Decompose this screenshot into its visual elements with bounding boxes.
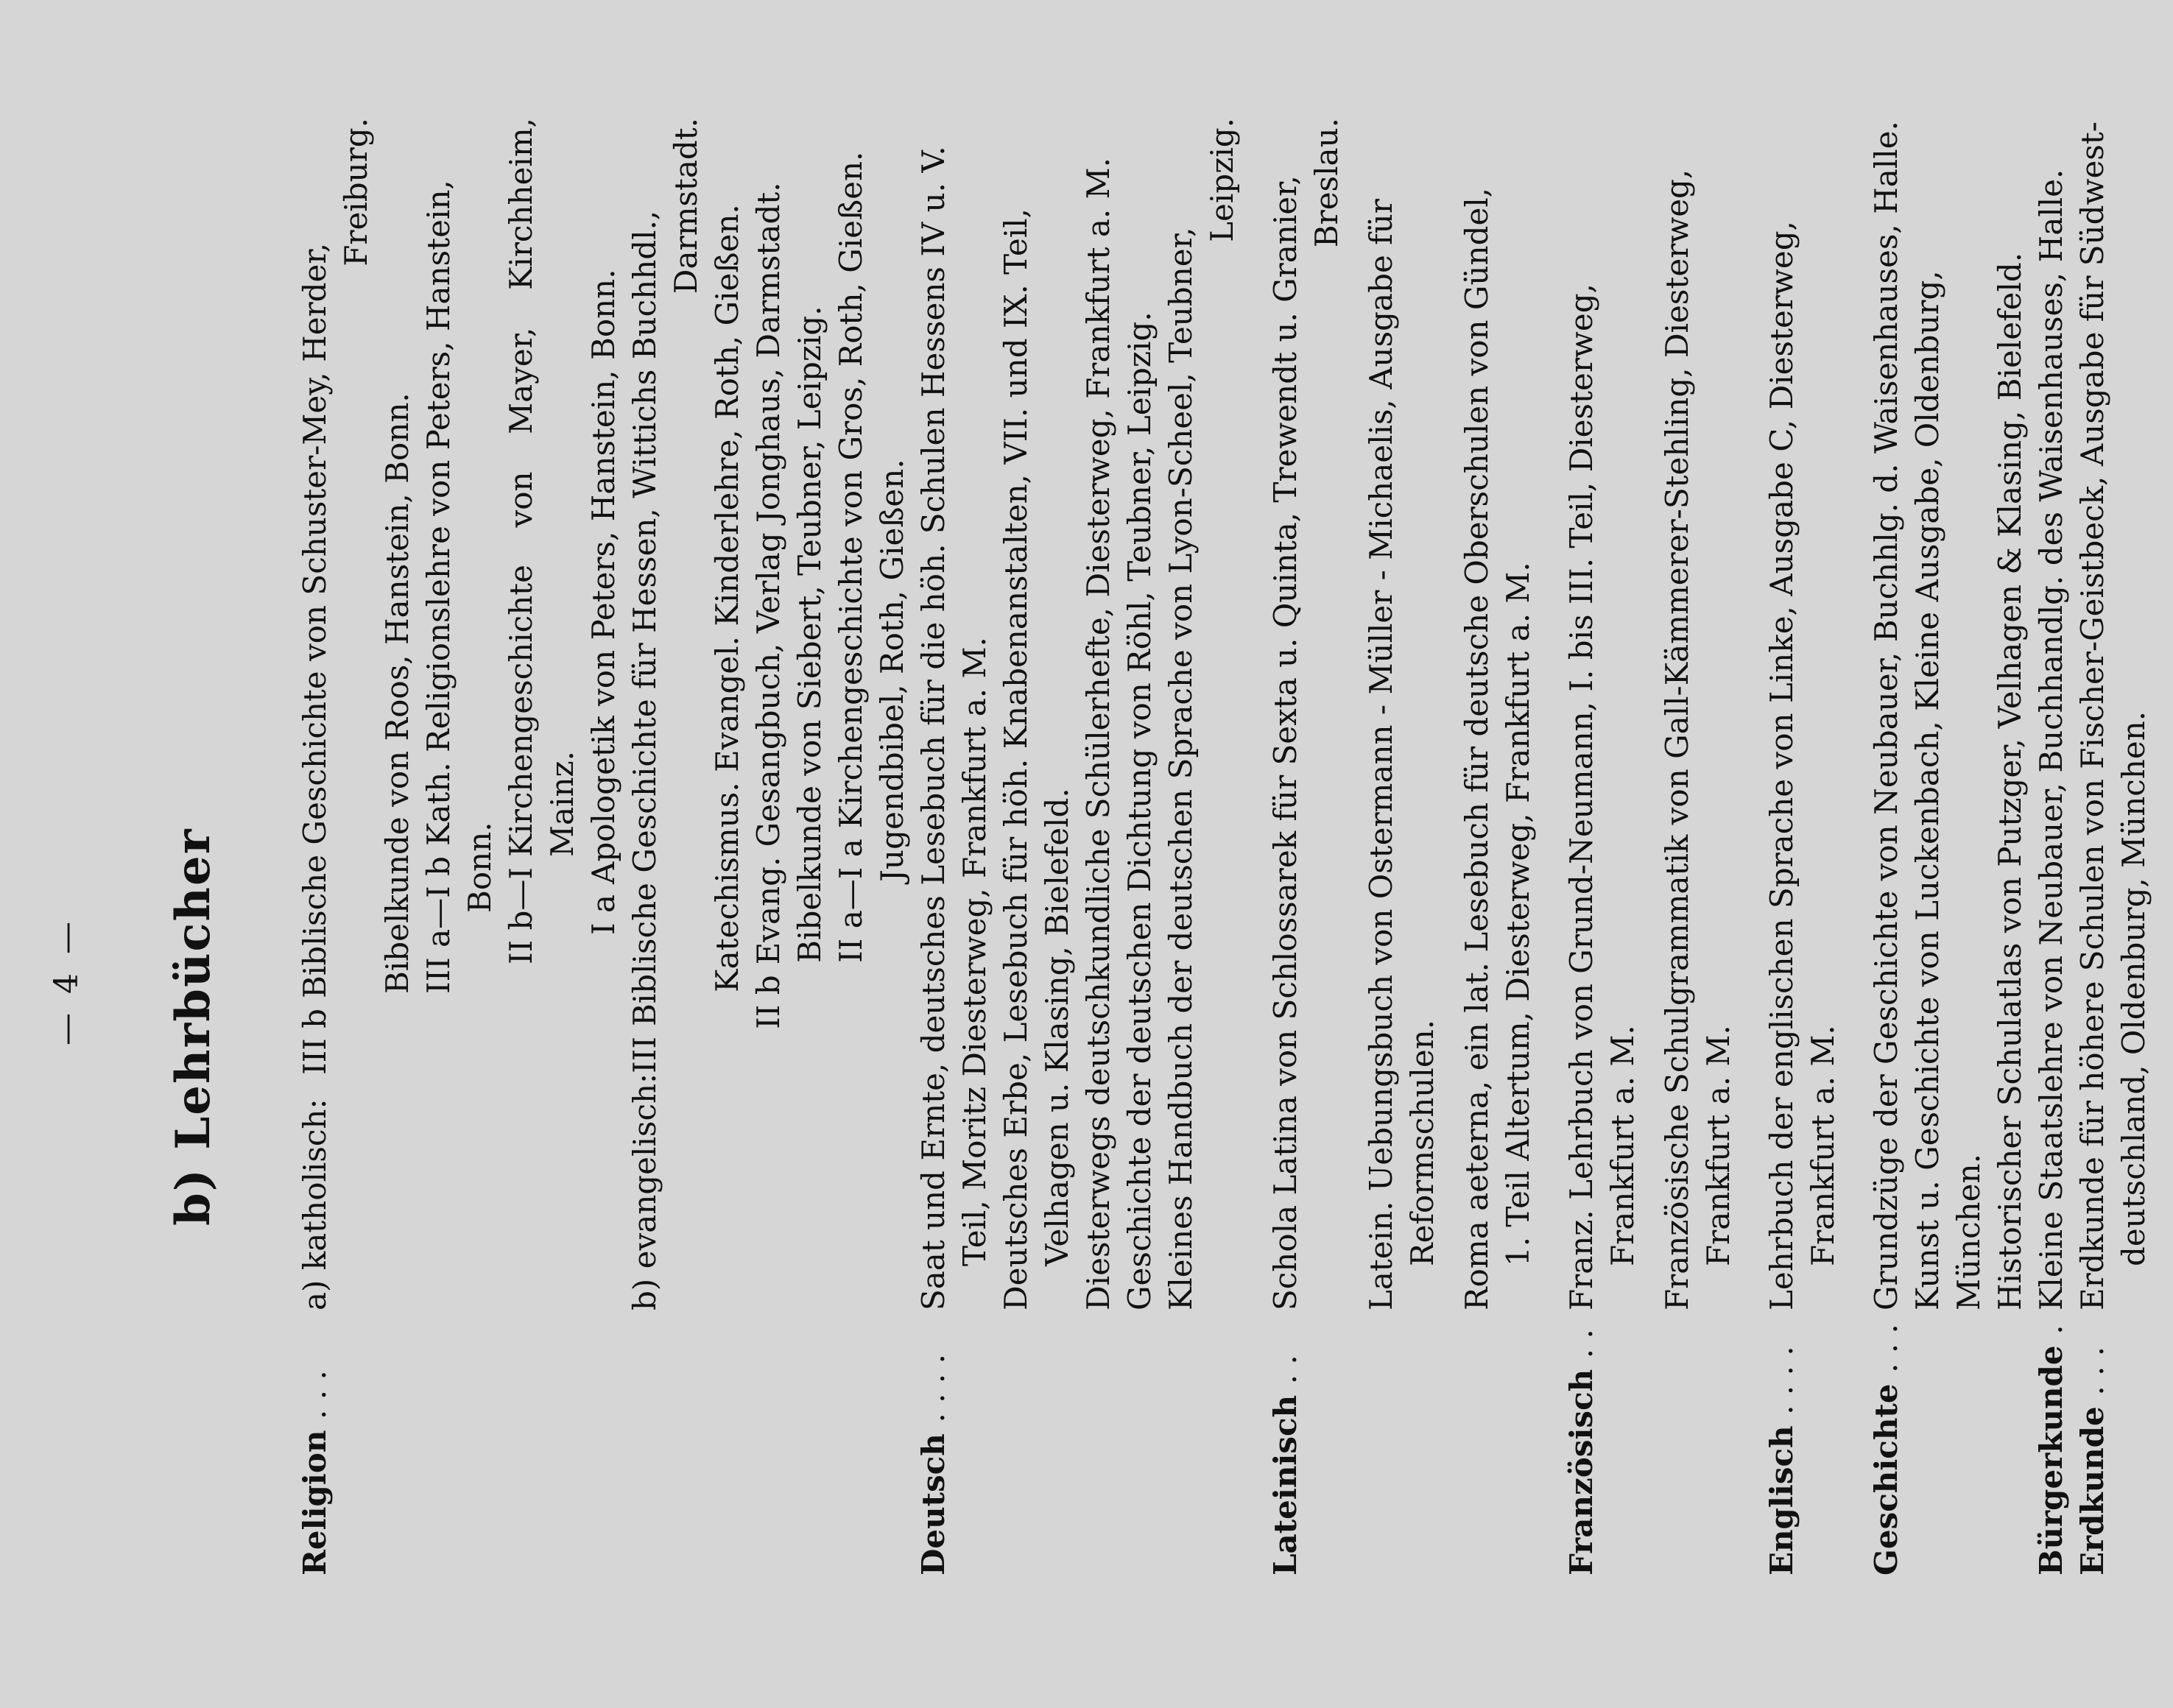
list-item: Kleines Handbuch der deutschen Sprache von Lyon-Scheel, Teubner, (1163, 227, 1199, 1310)
section-title: b) Lehrbücher (166, 827, 221, 1226)
list-item: II b Evang. Gesangbuch, Verlag Jonghaus, Darmstadt. (750, 182, 786, 1029)
list-item: III b Biblische Geschichte von Schuster-Mey, Herder, (297, 242, 333, 1075)
list-item: Kleine Staatslehre von Neubauer, Buchhandlg. des Waisenhauses, Halle. (2033, 169, 2069, 1310)
list-item: Geschichte der deutschen Dichtung von Röhl, Teubner, Leipzig. (1121, 311, 1158, 1310)
textbook-list (295, 118, 2155, 1575)
list-item: III Biblische Geschichte für Hessen, Wittichs Buchhdl., (627, 210, 663, 1073)
list-item: Saat und Ernte, deutsches Lesebuch für die höh. Schulen Hessens IV u. V. (915, 146, 951, 1310)
religion-katholisch: a) katholisch: III b Biblische Geschichte von Schuster-Mey, Herder, Freiburg. Bibelkunde von Roos, Hanstein, Bonn. III a—I b Kath. Religionslehre von Peters, Hanstein, Bonn. II b—I Kirchengeschichte von Mayer, Kirchheim, Mainz. I a Apologetik von Peters, Hanstein, Bonn. (295, 118, 624, 1310)
subject-lateinisch: Lateinisch . . Schola Latina von Schlossarek für Sexta u. Quinta, Trewendt u. Granier, Breslau. Latein. Uebungsbuch von Ostermann - Müller - Michaelis, Ausgabe für Reformschulen. Roma aeterna, ein lat. Lesebuch für deutsche Oberschulen von Gündel, 1. Teil Altertum, Diesterweg, Frankfurt a. M. (1265, 118, 1539, 1575)
list-item: II a—I a Kirchengeschichte von Gros, Roth, Gießen. (833, 151, 869, 963)
subject-label: Deutsch (915, 1433, 951, 1575)
list-item: Lehrbuch der englischen Sprache von Linke, Ausgabe C, Diesterweg, (1764, 221, 1800, 1310)
list-item: I a Apologetik von Peters, Hanstein, Bonn. (585, 269, 621, 935)
page-number: — 4 — (48, 917, 85, 1045)
subject-englisch: Englisch . . . . Lehrbuch der englischen Sprache von Linke, Ausgabe C, Diesterweg, Frankfurt a. M. (1761, 118, 1844, 1575)
subject-label: Geschichte (1868, 1383, 1904, 1575)
list-item: Franz. Lehrbuch von Grund-Neumann, I. bis III. Teil, Diesterweg, (1563, 283, 1599, 1310)
religion-evangelisch: b) evangelisch: III Biblische Geschichte für Hessen, Wittichs Buchhdl., Darmstadt. Katechismus. Evangel. Kinderlehre, Roth, Gießen. II b Evang. Gesangbuch, Verlag Jonghaus, Darmstadt. Bibelkunde von Siebert, Teubner, Leipzig. II a—I a Kirchengeschichte von Gros, Roth, Gießen. Jugendbibel, Roth, Gießen. (624, 118, 913, 1310)
list-item: Bibelkunde von Roos, Hanstein, Bonn. (379, 392, 415, 994)
subject-buergerkunde: Bürgerkunde . Kleine Staatslehre von Neubauer, Buchhandlg. des Waisenhauses, Halle. (2031, 118, 2072, 1575)
list-item: Bibelkunde von Siebert, Teubner, Leipzig. (792, 306, 828, 963)
subject-label: Lateinisch (1267, 1394, 1303, 1575)
list-item: II b—I Kirchengeschichte von Mayer, Kirchheim, Mainz. (503, 118, 580, 964)
list-item: Kunst u. Geschichte von Luckenbach, Kleine Ausgabe, Oldenburg, München. (1909, 270, 1987, 1310)
subject-label: Erdkunde (2074, 1406, 2110, 1575)
list-item: III a—I b Kath. Religionslehre von Peters, Hanstein, (420, 180, 457, 994)
list-item: Schola Latina von Schlossarek für Sexta u. Quinta, Trewendt u. Granier, (1267, 175, 1303, 1310)
list-item: Katechismus. Evangel. Kinderlehre, Roth, Gießen. (709, 204, 745, 992)
subject-label: Französisch (1563, 1369, 1599, 1575)
list-item: Historischer Schulatlas von Putzger, Velhagen & Klasing, Bielefeld. (1992, 252, 2028, 1310)
subject-religion: Religion . . . a) katholisch: III b Biblische Geschichte von Schuster-Mey, Herder, Freiburg. Bibelkunde von Roos, Hanstein, Bonn. III a—I b Kath. Religionslehre von Peters, Hanstein, Bonn. II b—I Kirchengeschichte von Mayer, Kirchheim, Mainz. I a Apologetik von Peters, Hanstein, Bonn. b) evangelisch: III Biblische Geschichte für Hessen, Wittichs Buchhdl., Darmstadt. Katechismus. Evangel. Kinderlehre, Roth, Gießen. II b Evang. Gesangbuch, Verlag Jonghaus, Darmstadt. Bibelkunde von Siebert, Teubner, Leipzig. II a—I a Kirchengeschichte von Gros, Roth, Gießen. Jugendbibel, Roth, Gießen. (295, 118, 913, 1575)
list-item: Latein. Uebungsbuch von Ostermann - Müller - Michaelis, Ausgabe für (1363, 199, 1399, 1310)
list-item: Diesterwegs deutschkundliche Schülerhefte, Diesterweg, Frankfurt a. M. (1080, 158, 1116, 1310)
subject-label: Bürgerkunde (2033, 1345, 2069, 1575)
subject-geschichte: Geschichte . . . Grundzüge der Geschichte von Neubauer, Buchhlg. d. Waisenhauses, Halle. Kunst u. Geschichte von Luckenbach, Kleine Ausgabe, Oldenburg, München. Historischer Schulatlas von Putzger, Velhagen & Klasing, Bielefeld. (1866, 118, 2031, 1575)
subject-label: Englisch (1764, 1425, 1800, 1575)
subject-erdkunde: Erdkunde . . . Erdkunde für höhere Schulen von Fischer-Geistbeck, Ausgabe für Südwest- deutschland, Oldenburg, München. (2072, 118, 2155, 1575)
subject-label: Religion (297, 1430, 333, 1575)
list-item: Deutsches Erbe, Lesebuch für höh. Knabenanstalten, VII. und IX. Teil, (998, 208, 1034, 1310)
list-item: Erdkunde für höhere Schulen von Fischer-Geistbeck, Ausgabe für Südwest- (2074, 121, 2110, 1310)
list-item: Jugendbibel, Roth, Gießen. (874, 459, 910, 882)
subject-deutsch: Deutsch . . . . Saat und Ernte, deutsches Lesebuch für die höh. Schulen Hessens IV u. V. Teil, Moritz Diesterweg, Frankfurt a. M. Deutsches Erbe, Lesebuch für höh. Knabenanstalten, VII. und IX. Teil, Velhagen u. Klasing, Bielefeld. Diesterwegs deutschkundliche Schülerhefte, Diesterweg, Frankfurt a. M. Geschichte der deutschen Dichtung von Röhl, Teubner, Leipzig. Kleines Handbuch der deutschen Sprache von Lyon-Scheel, Teubner, Leipzig. (913, 118, 1243, 1575)
list-item: Grundzüge der Geschichte von Neubauer, Buchhlg. d. Waisenhauses, Halle. (1868, 121, 1904, 1310)
list-item: Roma aeterna, ein lat. Lesebuch für deutsche Oberschulen von Gündel, (1459, 187, 1495, 1310)
list-item: Französische Schulgrammatik von Gall-Kämmerer-Stehling, Diesterweg, (1659, 169, 1695, 1310)
subject-franzoesisch: Französisch . . Franz. Lehrbuch von Grund-Neumann, I. bis III. Teil, Diesterweg, Frankfurt a. M. Französische Schulgrammatik von Gall-Kämmerer-Stehling, Diesterweg, Frankfurt a. M. (1561, 118, 1739, 1575)
